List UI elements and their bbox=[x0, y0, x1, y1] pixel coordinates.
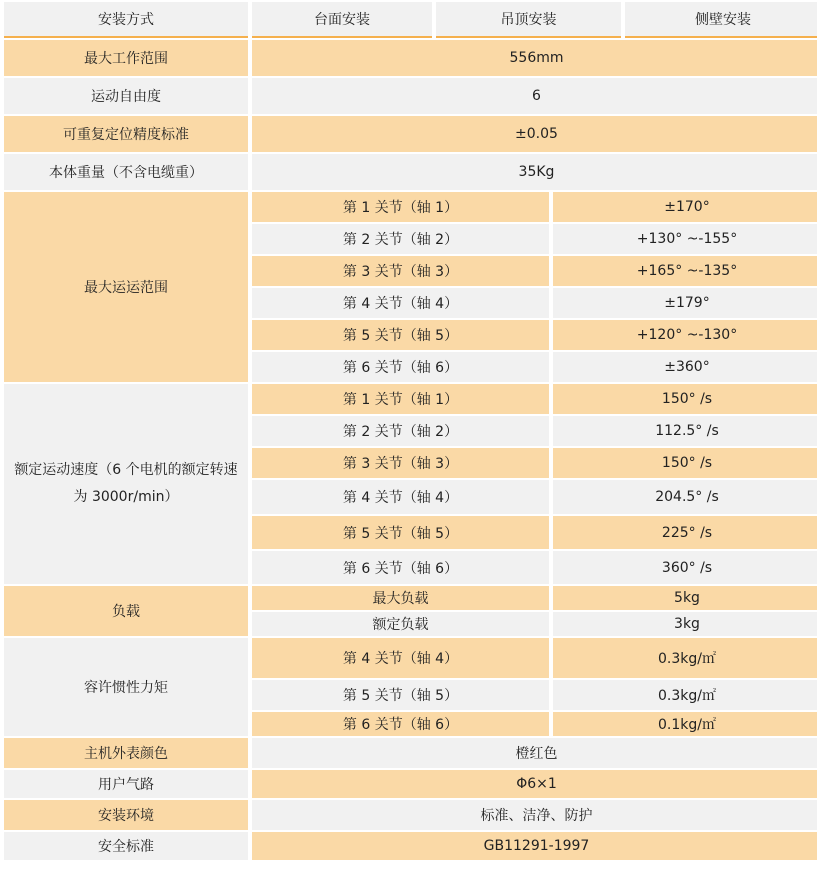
header-option-desk: 台面安装 bbox=[252, 2, 432, 38]
range-joint: 第 4 关节（轴 4） bbox=[252, 288, 549, 318]
speed-joint: 第 3 关节（轴 3） bbox=[252, 448, 549, 478]
load-name: 最大负载 bbox=[252, 586, 549, 610]
spec-label: 本体重量（不含电缆重） bbox=[4, 154, 248, 190]
speed-row bbox=[4, 384, 817, 414]
speed-label: 额定运动速度（6 个电机的额定转速为 3000r/min） bbox=[4, 384, 248, 584]
spec-value: 6 bbox=[252, 78, 817, 114]
spec-row bbox=[4, 738, 817, 768]
spec-row bbox=[4, 770, 817, 798]
spec-row bbox=[4, 154, 817, 190]
spec-row bbox=[4, 800, 817, 830]
spec-label: 安装环境 bbox=[4, 800, 248, 830]
range-joint: 第 5 关节（轴 5） bbox=[252, 320, 549, 350]
speed-value: 112.5° /s bbox=[553, 416, 817, 446]
spec-row bbox=[4, 78, 817, 114]
spec-label: 用户气路 bbox=[4, 770, 248, 798]
range-value: ±179° bbox=[553, 288, 817, 318]
speed-joint: 第 5 关节（轴 5） bbox=[252, 516, 549, 549]
range-value: +130° ~-155° bbox=[553, 224, 817, 254]
load-value: 5kg bbox=[553, 586, 817, 610]
load-label: 负载 bbox=[4, 586, 248, 636]
inertia-row bbox=[4, 638, 817, 678]
inertia-value: 0.1kg/㎡ bbox=[553, 712, 817, 736]
range-value: ±170° bbox=[553, 192, 817, 222]
spec-value: ±0.05 bbox=[252, 116, 817, 152]
speed-joint: 第 2 关节（轴 2） bbox=[252, 416, 549, 446]
spec-row bbox=[4, 116, 817, 152]
spec-label: 可重复定位精度标准 bbox=[4, 116, 248, 152]
range-label: 最大运运范围 bbox=[4, 192, 248, 382]
spec-label: 最大工作范围 bbox=[4, 40, 248, 76]
inertia-value: 0.3kg/㎡ bbox=[553, 680, 817, 710]
speed-joint: 第 4 关节（轴 4） bbox=[252, 480, 549, 514]
header-option-ceiling: 吊顶安装 bbox=[436, 2, 621, 38]
spec-value: 35Kg bbox=[252, 154, 817, 190]
range-row bbox=[4, 192, 817, 222]
range-value: +120° ~-130° bbox=[553, 320, 817, 350]
spec-label: 主机外表颜色 bbox=[4, 738, 248, 768]
spec-row bbox=[4, 40, 817, 76]
header-label: 安装方式 bbox=[4, 2, 248, 38]
spec-value: 556mm bbox=[252, 40, 817, 76]
inertia-value: 0.3kg/㎡ bbox=[553, 638, 817, 678]
speed-value: 150° /s bbox=[553, 384, 817, 414]
spec-label: 运动自由度 bbox=[4, 78, 248, 114]
inertia-label: 容许惯性力矩 bbox=[4, 638, 248, 736]
speed-value: 204.5° /s bbox=[553, 480, 817, 514]
inertia-joint: 第 6 关节（轴 6） bbox=[252, 712, 549, 736]
range-joint: 第 2 关节（轴 2） bbox=[252, 224, 549, 254]
spec-value: 标准、洁净、防护 bbox=[252, 800, 817, 830]
load-row bbox=[4, 586, 817, 610]
range-joint: 第 1 关节（轴 1） bbox=[252, 192, 549, 222]
spec-label: 安全标准 bbox=[4, 832, 248, 860]
spec-value: GB11291-1997 bbox=[252, 832, 817, 860]
load-value: 3kg bbox=[553, 612, 817, 636]
range-joint: 第 3 关节（轴 3） bbox=[252, 256, 549, 286]
speed-joint: 第 1 关节（轴 1） bbox=[252, 384, 549, 414]
inertia-joint: 第 4 关节（轴 4） bbox=[252, 638, 549, 678]
load-name: 额定负载 bbox=[252, 612, 549, 636]
inertia-joint: 第 5 关节（轴 5） bbox=[252, 680, 549, 710]
spec-value: Φ6×1 bbox=[252, 770, 817, 798]
header-option-wall: 侧壁安装 bbox=[625, 2, 817, 38]
header-row bbox=[4, 2, 817, 38]
range-value: +165° ~-135° bbox=[553, 256, 817, 286]
speed-value: 360° /s bbox=[553, 551, 817, 584]
range-joint: 第 6 关节（轴 6） bbox=[252, 352, 549, 382]
speed-value: 225° /s bbox=[553, 516, 817, 549]
range-value: ±360° bbox=[553, 352, 817, 382]
spec-value: 橙红色 bbox=[252, 738, 817, 768]
speed-joint: 第 6 关节（轴 6） bbox=[252, 551, 549, 584]
spec-row bbox=[4, 832, 817, 860]
speed-value: 150° /s bbox=[553, 448, 817, 478]
